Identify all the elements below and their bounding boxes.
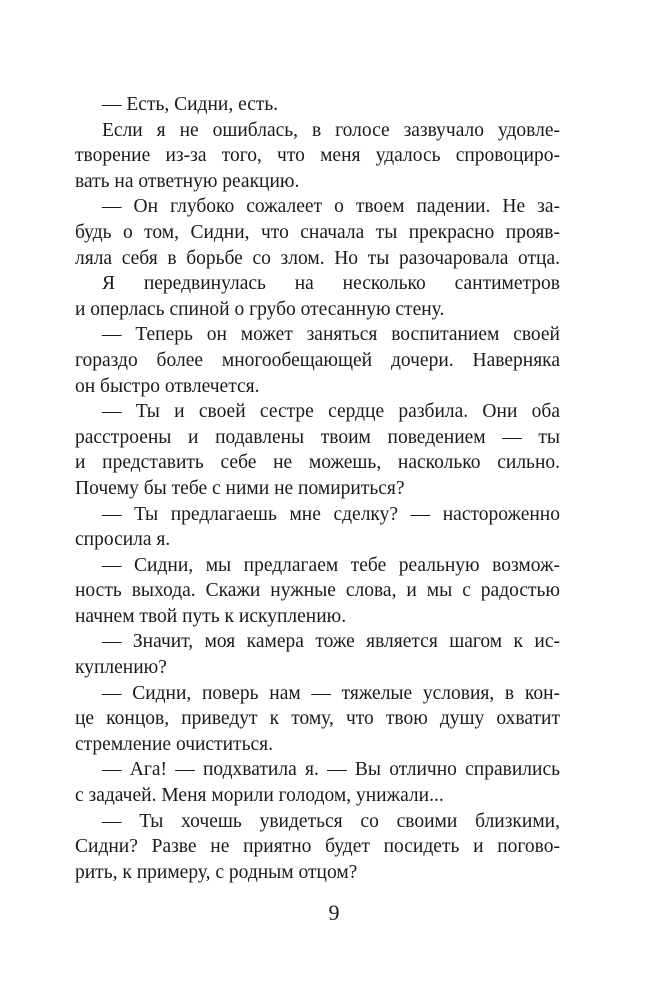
text-line-25: це концов, приведут к тому, что твою душу охватит: [75, 708, 560, 730]
text-line-20: ность выхода. Скажи нужные слова, и мы с радостью: [75, 580, 560, 602]
text-line-22: — Значит, моя камера тоже является шагом к ис-: [102, 631, 560, 653]
text-line-6: будь о том, Сидни, что сначала ты прекрасно прояв-: [75, 221, 560, 243]
text-line-26: стремление очиститься.: [75, 733, 273, 755]
text-line-18: спросила я.: [75, 529, 171, 551]
text-line-2: Если я не ошиблась, в голосе зазвучало удовле-: [102, 119, 560, 141]
text-line-1: — Есть, Сидни, есть.: [102, 94, 279, 115]
text-line-7: ляла себя в борьбе со злом. Но ты разочаровала отца.: [75, 247, 560, 269]
text-line-14: расстроены и подавлены твоим поведением — ты: [75, 426, 560, 448]
text-line-17: — Ты предлагаешь мне сделку? — настороженно: [102, 503, 560, 525]
text-line-9: и оперлась спиной о грубо отесанную стену.: [75, 298, 445, 320]
text-line-23: куплению?: [75, 657, 167, 679]
text-line-27: — Ага! — подхватила я. — Вы отлично справились: [102, 759, 560, 781]
text-line-24: — Сидни, поверь нам — тяжелые условия, в кон-: [102, 682, 560, 704]
body-text: [75, 92, 560, 885]
text-line-31: рить, к примеру, с родным отцом?: [75, 861, 358, 883]
text-line-8: Я передвинулась на несколько сантиметров: [102, 273, 560, 295]
text-line-15: и представить себе не можешь, насколько сильно.: [75, 452, 560, 474]
text-line-12: он быстро отвлечется.: [75, 375, 260, 397]
text-line-4: вать на ответную реакцию.: [75, 170, 300, 192]
text-line-28: с задачей. Меня морили голодом, унижали...: [75, 785, 444, 807]
text-line-11: гораздо более многообещающей дочери. Наверняка: [75, 349, 560, 371]
text-line-19: — Сидни, мы предлагаем тебе реальную возмож-: [102, 554, 560, 576]
page-number: 9: [328, 900, 340, 925]
text-line-13: — Ты и своей сестре сердце разбила. Они оба: [102, 401, 560, 423]
text-line-5: — Он глубоко сожалеет о твоем падении. Не за-: [102, 196, 560, 218]
text-line-3: творение из-за того, что меня удалось спровоциро-: [75, 145, 560, 167]
text-line-30: Сидни? Разве не приятно будет посидеть и погово-: [75, 836, 560, 858]
text-line-29: — Ты хочешь увидеться со своими близкими,: [102, 810, 560, 832]
text-line-16: Почему бы тебе с ними не помириться?: [75, 477, 405, 499]
text-line-21: начнем твой путь к искуплению.: [75, 605, 347, 627]
text-line-10: — Теперь он может заняться воспитанием своей: [102, 324, 560, 346]
